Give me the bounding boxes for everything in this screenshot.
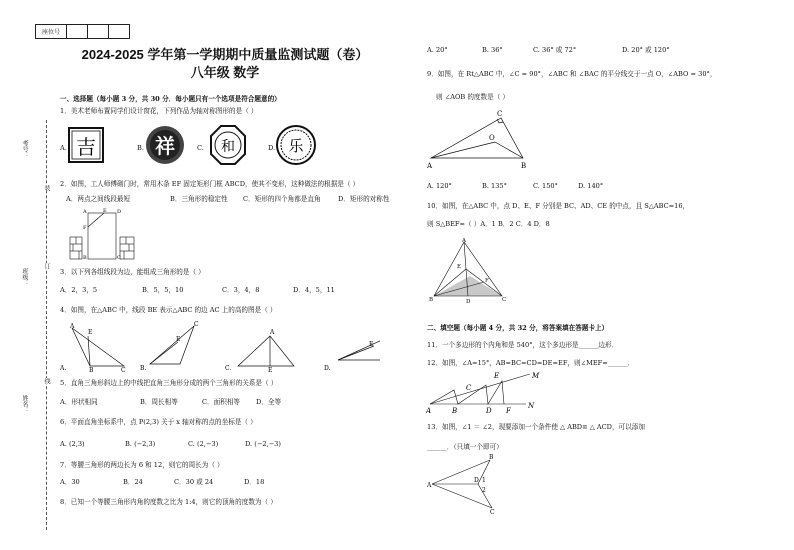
svg-text:A: A: [462, 238, 466, 244]
svg-text:A: A: [427, 162, 433, 170]
q3-option-c: C．3，4，8: [222, 286, 260, 294]
svg-text:B: B: [521, 162, 527, 170]
svg-text:A: A: [83, 209, 87, 215]
q12-zigzag-figure: [426, 370, 546, 415]
svg-text:C: C: [121, 367, 126, 372]
svg-text:E: E: [176, 336, 181, 343]
exam-no-label: 考号：: [21, 140, 28, 158]
svg-text:A: A: [70, 323, 75, 330]
svg-text:E: E: [494, 372, 500, 380]
svg-text:F: F: [83, 225, 87, 231]
svg-text:C: C: [497, 110, 503, 118]
q2-door-figure: [68, 207, 140, 261]
q8-option-b: B. 36°: [482, 46, 503, 54]
svg-text:2: 2: [482, 487, 486, 494]
svg-text:D: D: [117, 209, 122, 215]
svg-text:C: C: [117, 255, 121, 261]
q6-option-b: B. (−2,3): [125, 440, 156, 448]
q13-kite-figure: [426, 452, 506, 514]
svg-text:F: F: [485, 278, 489, 284]
q1-figure-c: [211, 126, 245, 164]
q10-triangle-figure: [428, 238, 510, 304]
svg-text:B: B: [83, 255, 87, 261]
svg-text:B.: B.: [140, 365, 147, 372]
seat-number-box: [35, 24, 130, 39]
q1-char-d: 乐: [288, 137, 304, 155]
svg-text:N: N: [528, 402, 535, 410]
svg-text:E: E: [369, 341, 374, 348]
svg-text:1: 1: [482, 477, 486, 484]
bind-char-ding: 订: [43, 263, 50, 269]
q8-option-d: D. 20° 或 120°: [622, 46, 670, 54]
q8-option-c: C. 36° 或 72°: [533, 46, 577, 54]
q7-option-d: D．18: [244, 478, 265, 486]
class-label: 班级：: [21, 268, 28, 286]
question-6: 6．平面直角坐标系中，点 P(2,3) 关于 x 轴对称的点的坐标是（ ）: [60, 418, 257, 426]
svg-text:C.: C.: [225, 365, 232, 372]
q1-option-c: C.: [197, 144, 204, 152]
q2-option-c: C．矩形的四个角都是直角: [243, 195, 321, 203]
svg-text:M: M: [532, 372, 540, 380]
q5-option-d: D．全等: [256, 398, 282, 406]
svg-text:E: E: [88, 329, 93, 336]
q8-option-a: A. 20°: [427, 46, 448, 54]
q2-option-b: B．三角形的稳定性: [170, 195, 228, 203]
q1-option-b: B.: [137, 144, 144, 152]
section-2-heading: 二、填空题（每小题 4 分，共 32 分，将答案填在答题卡上）: [427, 324, 609, 332]
question-9: 9．如图，在 Rt△ABC 中，∠C = 90°，∠ABC 和 ∠BAC 的平分线交于一点 O，∠ABO = 30°，: [427, 70, 717, 78]
svg-text:A: A: [270, 329, 275, 336]
q1-figure-d: [277, 126, 315, 164]
svg-text:B: B: [89, 367, 94, 372]
question-13-cont: ______．（只填一个即可）: [427, 443, 503, 451]
svg-text:A: A: [426, 407, 432, 415]
question-9-cont: 则 ∠AOB 的度数是（ ）: [436, 93, 509, 101]
svg-text:B: B: [429, 297, 434, 303]
svg-text:C: C: [502, 297, 507, 303]
seat-label: 座位号: [36, 25, 67, 39]
q9-option-b: B. 135°: [482, 182, 507, 190]
q5-option-c: C．面积相等: [202, 398, 241, 406]
svg-text:D: D: [466, 299, 471, 304]
q1-figure-b: [146, 126, 184, 164]
svg-text:C: C: [466, 384, 472, 392]
svg-text:E: E: [268, 367, 273, 372]
q9-option-d: D. 140°: [578, 182, 604, 190]
q4-triangle-figures: [60, 320, 380, 372]
svg-text:E: E: [103, 208, 107, 214]
svg-text:O: O: [489, 134, 495, 142]
q1-option-d: D.: [268, 144, 276, 152]
svg-text:D: D: [474, 477, 479, 484]
q9-right-triangle-figure: [425, 106, 545, 171]
q1-char-b: 祥: [155, 134, 175, 158]
question-8: 8．已知一个等腰三角形内角的度数之比为 1:4，则它的顶角的度数为（ ）: [60, 498, 277, 506]
q1-figure-a: [69, 128, 103, 162]
q7-option-c: C．30 或 24: [174, 478, 214, 486]
q2-option-a: A．两点之间线段最短: [66, 195, 131, 203]
svg-text:D.: D.: [324, 365, 331, 372]
q1-char-a: 吉: [76, 135, 96, 159]
q5-option-b: B．周长相等: [140, 398, 178, 406]
question-10-cont: 则 S△BEF=（ ）A．1 B．2 C．4 D．8: [427, 220, 550, 228]
q7-option-a: A．30: [60, 478, 80, 486]
question-12: 12．如图，∠A=15°，AB=BC=CD=DE=EF，则∠MEF=______．: [427, 359, 635, 367]
q9-option-c: C. 150°: [533, 182, 558, 190]
question-13: 13．如图，∠1 ＝ ∠2，现要添加一个条件使 △ ABD≌ △ ACD，可以添加: [427, 423, 645, 431]
q1-char-c: 和: [221, 139, 235, 155]
bind-char-zhuang: 装: [43, 185, 50, 191]
question-2: 2．如图，工人师傅砌门时，常用木条 EF 固定矩形门框 ABCD，使其不变形，这种做法的根据是（ ）: [60, 180, 360, 188]
q7-option-b: B．24: [123, 478, 143, 486]
svg-text:A.: A.: [60, 365, 67, 372]
question-7: 7．等腰三角形的两边长为 6 和 12，则它的周长为（ ）: [60, 461, 224, 469]
q9-option-a: A. 120°: [427, 182, 452, 190]
section-1-heading: 一、选择题（每小题 3 分，共 30 分．每小题只有一个选项是符合题意的）: [60, 95, 281, 103]
svg-text:E: E: [457, 264, 462, 270]
question-4: 4．如图，在△ABC 中，线段 BE 表示△ABC 的边 AC 上的高的图是（ ）: [60, 306, 277, 314]
svg-text:C: C: [194, 321, 199, 328]
q1-paper-cut-figures: [60, 120, 330, 170]
page-title: 2024-2025 学年第一学期期中质量监测试题（卷）: [81, 47, 369, 62]
q3-option-b: B．5，5，10: [142, 286, 184, 294]
svg-text:C: C: [490, 509, 495, 514]
question-10: 10．如图，在△ABC 中，点 D、E、F 分别是 BC、AD、CE 的中点，且 S△ABC=16，: [427, 202, 690, 210]
question-3: 3．以下列各组线段为边，能组成三角形的是（ ）: [60, 268, 205, 276]
q6-option-c: C. (2,−3): [188, 440, 219, 448]
q2-option-d: D．矩形的对称性: [338, 195, 390, 203]
svg-text:A: A: [427, 482, 432, 489]
svg-text:B: B: [452, 407, 458, 415]
svg-text:D: D: [486, 407, 492, 415]
svg-text:F: F: [506, 407, 511, 415]
page-subtitle: 八年级 数学: [190, 65, 260, 80]
q3-option-a: A．2，3，5: [60, 286, 98, 294]
q3-option-d: D．4，5，11: [293, 286, 335, 294]
binding-line: [46, 120, 47, 530]
q6-option-a: A. (2,3): [60, 440, 85, 448]
q1-option-a: A.: [60, 144, 67, 152]
bind-char-xian: 线: [43, 378, 50, 384]
question-11: 11．一个多边形的个内角和是 540°，这个多边形是______边形．: [427, 341, 619, 349]
question-1: 1．美术老师布置同学们设计窗花，下列作品为轴对称图形的是（ ）: [60, 107, 258, 115]
svg-text:B: B: [489, 454, 494, 461]
q5-option-a: A．形状相同: [60, 398, 98, 406]
q6-option-d: D. (−2,−3): [245, 440, 281, 448]
name-label: 姓名：: [21, 395, 28, 413]
question-5: 5．直角三角形斜边上的中线把直角三角形分成的两个三角形的关系是（ ）: [60, 379, 278, 387]
